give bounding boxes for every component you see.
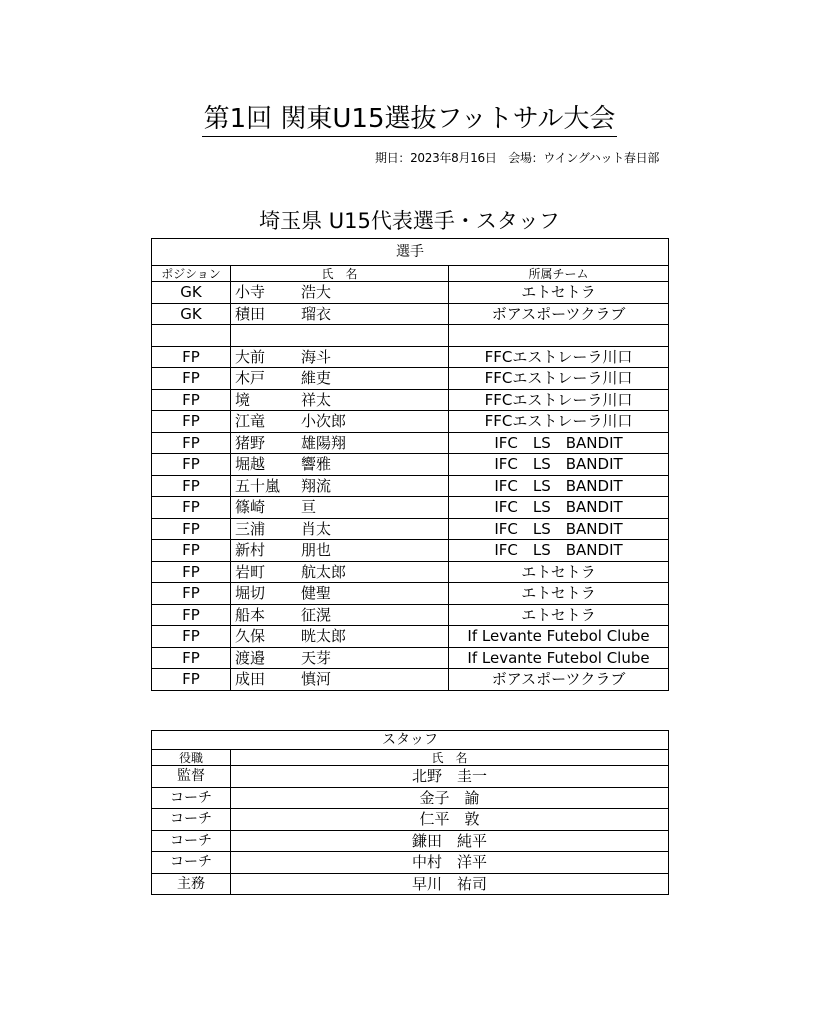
player-position: FP	[152, 411, 231, 433]
player-name	[231, 432, 449, 454]
player-position: FP	[152, 647, 231, 669]
player-name	[231, 604, 449, 626]
player-name	[231, 647, 449, 669]
staff-name: 北野 圭一	[231, 766, 669, 788]
player-first-name: 翔流	[301, 476, 332, 495]
player-first-name: 雄陽翔	[301, 433, 347, 452]
player-name	[231, 368, 449, 390]
player-name	[231, 540, 449, 562]
player-row	[152, 518, 669, 540]
staff-row	[152, 809, 669, 831]
staff-role: 主務	[152, 873, 231, 895]
player-last-name: 篠崎	[235, 498, 266, 517]
staff-role: コーチ	[152, 787, 231, 809]
player-position: GK	[152, 303, 231, 325]
staff-role: コーチ	[152, 830, 231, 852]
players-header-row	[152, 239, 669, 266]
player-first-name: 小次郎	[301, 412, 347, 431]
player-first-name: 亘	[301, 498, 317, 517]
player-first-name: 肖太	[301, 519, 332, 538]
player-first-name: 浩大	[301, 283, 332, 302]
players-table	[151, 238, 669, 691]
staff-row	[152, 830, 669, 852]
staff-row	[152, 852, 669, 874]
player-position: FP	[152, 669, 231, 691]
player-position	[152, 325, 231, 347]
player-team: IFC LS BANDIT	[449, 540, 669, 562]
staff-header: スタッフ	[152, 731, 669, 750]
player-team: FFCエストレーラ川口	[449, 346, 669, 368]
player-name	[231, 454, 449, 476]
player-first-name: 祥太	[301, 390, 332, 409]
document-title	[0, 103, 819, 135]
player-row	[152, 454, 669, 476]
player-first-name: 健聖	[301, 584, 332, 603]
player-row	[152, 325, 669, 347]
player-name	[231, 325, 449, 347]
players-column-row	[152, 266, 669, 282]
player-row	[152, 647, 669, 669]
player-team: If Levante Futebol Clube	[449, 647, 669, 669]
player-team: エトセトラ	[449, 583, 669, 605]
player-row	[152, 411, 669, 433]
col-staff-name: 氏 名	[231, 750, 669, 766]
staff-table-body	[152, 731, 669, 895]
player-row	[152, 475, 669, 497]
player-row	[152, 432, 669, 454]
player-team: エトセトラ	[449, 282, 669, 304]
section-subtitle: 埼玉県 U15代表選手・スタッフ	[259, 209, 560, 233]
col-name: 氏 名	[231, 266, 449, 282]
player-team: FFCエストレーラ川口	[449, 411, 669, 433]
staff-table	[151, 730, 669, 895]
staff-role: 監督	[152, 766, 231, 788]
players-table-body	[152, 239, 669, 691]
player-last-name: 大前	[235, 347, 266, 366]
player-name	[231, 626, 449, 648]
player-team: FFCエストレーラ川口	[449, 368, 669, 390]
player-position: FP	[152, 346, 231, 368]
staff-column-row	[152, 750, 669, 766]
player-name	[231, 411, 449, 433]
player-position: FP	[152, 583, 231, 605]
players-header: 選手	[152, 239, 669, 266]
player-position: FP	[152, 475, 231, 497]
player-name	[231, 282, 449, 304]
player-row	[152, 368, 669, 390]
player-row	[152, 604, 669, 626]
player-last-name: 江竜	[235, 412, 266, 431]
player-position: FP	[152, 432, 231, 454]
document-title-text: 第1回 関東U15選抜フットサル大会	[202, 104, 618, 137]
player-last-name: 新村	[235, 541, 266, 560]
staff-name: 鎌田 純平	[231, 830, 669, 852]
player-row	[152, 346, 669, 368]
staff-name: 早川 祐司	[231, 873, 669, 895]
player-position: FP	[152, 540, 231, 562]
player-last-name: 積田	[235, 304, 266, 323]
player-name	[231, 346, 449, 368]
player-name	[231, 583, 449, 605]
staff-name: 仁平 敦	[231, 809, 669, 831]
player-team: エトセトラ	[449, 604, 669, 626]
col-position: ポジション	[152, 266, 231, 282]
player-first-name: 維吏	[301, 369, 332, 388]
player-team: ボアスポーツクラブ	[449, 303, 669, 325]
player-team: If Levante Futebol Clube	[449, 626, 669, 648]
player-team: IFC LS BANDIT	[449, 475, 669, 497]
player-position: FP	[152, 368, 231, 390]
staff-row	[152, 787, 669, 809]
player-team: FFCエストレーラ川口	[449, 389, 669, 411]
player-last-name: 船本	[235, 605, 266, 624]
player-position: FP	[152, 626, 231, 648]
player-first-name: 慎河	[301, 670, 332, 689]
player-last-name: 五十嵐	[235, 476, 281, 495]
player-position: GK	[152, 282, 231, 304]
staff-name: 金子 諭	[231, 787, 669, 809]
player-row	[152, 626, 669, 648]
player-team: ボアスポーツクラブ	[449, 669, 669, 691]
player-first-name: 朋也	[301, 541, 332, 560]
player-last-name: 三浦	[235, 519, 266, 538]
player-first-name: 響雅	[301, 455, 332, 474]
player-position: FP	[152, 604, 231, 626]
player-last-name: 堀越	[235, 455, 266, 474]
player-row	[152, 540, 669, 562]
player-team	[449, 325, 669, 347]
player-team: IFC LS BANDIT	[449, 497, 669, 519]
player-last-name: 堀切	[235, 584, 266, 603]
player-first-name: 晄太郎	[301, 627, 347, 646]
col-role: 役職	[152, 750, 231, 766]
event-meta: 期日：2023年8月16日 会場：ウイングハット春日部	[375, 151, 660, 165]
player-name	[231, 389, 449, 411]
player-last-name: 渡邉	[235, 648, 266, 667]
player-row	[152, 389, 669, 411]
player-row	[152, 561, 669, 583]
player-row	[152, 303, 669, 325]
player-first-name: 海斗	[301, 347, 332, 366]
player-first-name: 航太郎	[301, 562, 347, 581]
player-team: IFC LS BANDIT	[449, 518, 669, 540]
player-position: FP	[152, 389, 231, 411]
staff-name: 中村 洋平	[231, 852, 669, 874]
player-first-name: 天芽	[301, 648, 332, 667]
player-team: IFC LS BANDIT	[449, 432, 669, 454]
player-name	[231, 303, 449, 325]
player-name	[231, 561, 449, 583]
player-first-name: 瑠衣	[301, 304, 332, 323]
player-last-name: 岩町	[235, 562, 266, 581]
player-name	[231, 669, 449, 691]
player-row	[152, 669, 669, 691]
staff-role: コーチ	[152, 809, 231, 831]
player-team: IFC LS BANDIT	[449, 454, 669, 476]
player-name	[231, 497, 449, 519]
player-position: FP	[152, 497, 231, 519]
player-first-name: 征滉	[301, 605, 332, 624]
player-last-name: 小寺	[235, 283, 266, 302]
player-last-name: 木戸	[235, 369, 266, 388]
player-position: FP	[152, 454, 231, 476]
player-row	[152, 497, 669, 519]
staff-role: コーチ	[152, 852, 231, 874]
col-team: 所属チーム	[449, 266, 669, 282]
player-last-name: 久保	[235, 627, 266, 646]
player-last-name: 成田	[235, 670, 266, 689]
player-position: FP	[152, 561, 231, 583]
player-position: FP	[152, 518, 231, 540]
staff-row	[152, 766, 669, 788]
player-name	[231, 518, 449, 540]
staff-row	[152, 873, 669, 895]
player-row	[152, 282, 669, 304]
player-team: エトセトラ	[449, 561, 669, 583]
player-row	[152, 583, 669, 605]
player-last-name: 猪野	[235, 433, 266, 452]
player-last-name: 境	[235, 390, 251, 409]
staff-header-row	[152, 731, 669, 750]
player-name	[231, 475, 449, 497]
